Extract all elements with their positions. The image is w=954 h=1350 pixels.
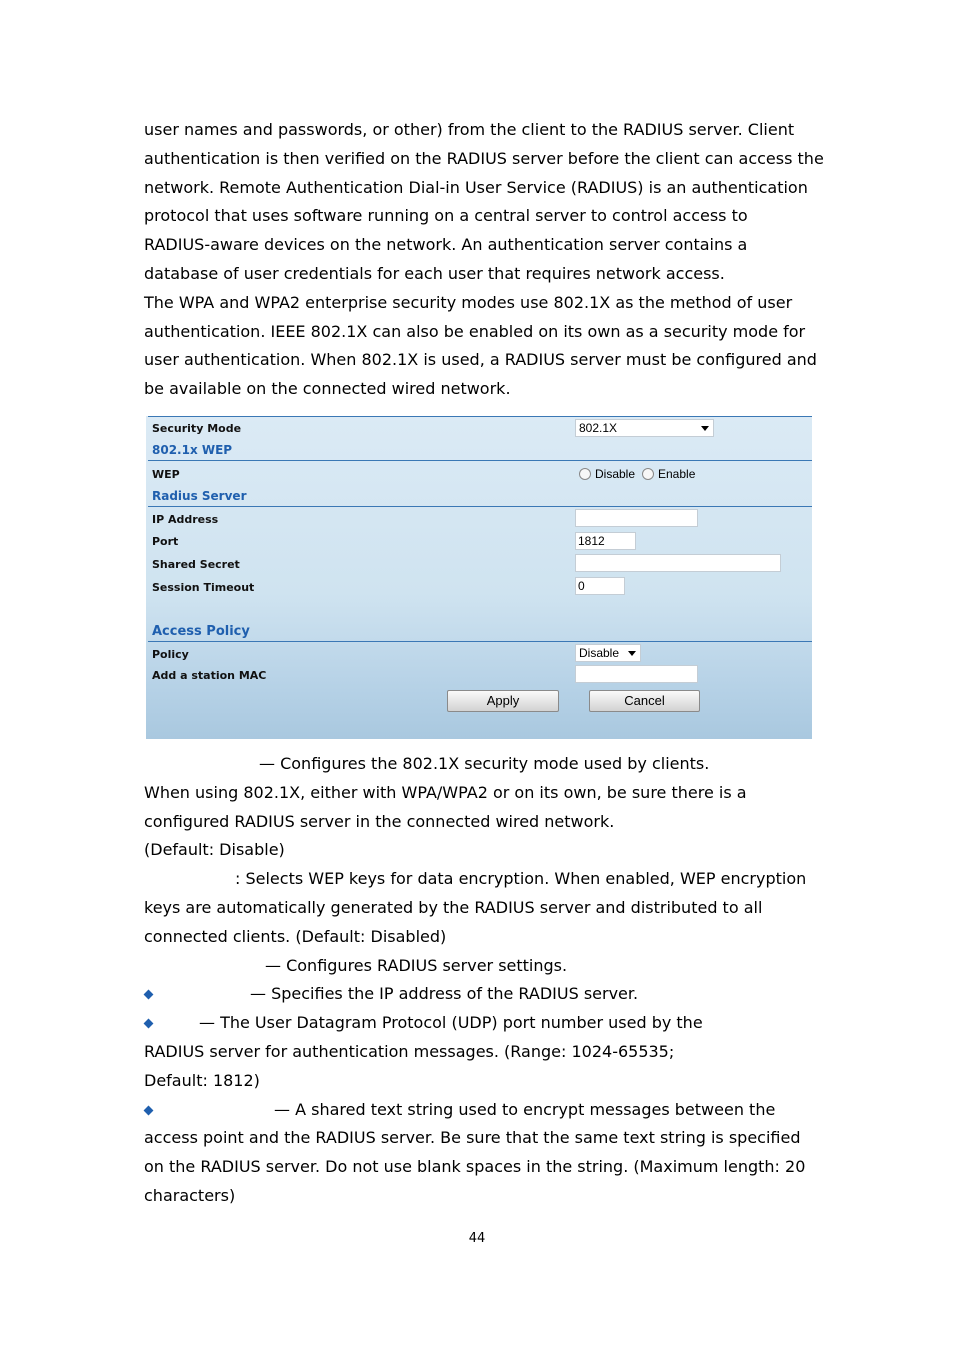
section-radius-server: Radius Server	[152, 489, 247, 503]
intro-line: authentication is then verified on the RADIUS server before the client can access the	[144, 148, 824, 168]
description-line: : Selects WEP keys for data encryption. When enabled, WEP encryption	[235, 869, 807, 889]
divider	[148, 641, 812, 642]
wep-disable-label: Disable	[595, 467, 636, 481]
section-8021x-wep: 802.1x WEP	[152, 443, 233, 457]
description-line: (Default: Disable)	[144, 840, 285, 860]
intro-line: user names and passwords, or other) from the client to the RADIUS server. Client	[144, 120, 795, 139]
chevron-down-icon	[628, 651, 636, 656]
description-line: Default: 1812)	[144, 1070, 260, 1090]
description-line: — The User Datagram Protocol (UDP) port number used by the	[199, 1013, 703, 1033]
divider	[148, 506, 812, 507]
description-line: characters)	[144, 1185, 236, 1205]
description-line: configured RADIUS server in the connected wired network.	[144, 811, 615, 831]
intro-line: be available on the connected wired network.	[144, 379, 511, 399]
policy-select[interactable]	[575, 644, 641, 662]
chevron-down-icon	[701, 426, 709, 431]
wep-enable-label: Enable	[658, 467, 696, 481]
description-line: RADIUS server for authentication messages. (Range: 1024-65535;	[144, 1041, 675, 1061]
policy-value: Disable	[579, 646, 620, 660]
wep-label: WEP	[152, 468, 180, 481]
cancel-button[interactable]: Cancel	[589, 690, 700, 712]
intro-line: user authentication. When 802.1X is used, a RADIUS server must be configured and	[144, 350, 817, 370]
session-timeout-input[interactable]: 0	[575, 577, 625, 595]
shared-secret-label: Shared Secret	[152, 558, 240, 571]
intro-line: protocol that uses software running on a central server to control access to	[144, 206, 748, 226]
intro-line: database of user credentials for each user that requires network access.	[144, 263, 725, 283]
security-mode-description	[144, 750, 814, 1211]
intro-line: RADIUS-aware devices on the network. An authentication server contains a	[144, 235, 748, 255]
description-line: on the RADIUS server. Do not use blank spaces in the string. (Maximum length: 20	[144, 1157, 806, 1177]
intro-line: The WPA and WPA2 enterprise security modes use 802.1X as the method of user	[144, 292, 793, 312]
section-access-policy: Access Policy	[152, 624, 250, 639]
intro-paragraph	[144, 116, 824, 404]
wep-enable-radio[interactable]	[642, 468, 654, 480]
page-number: 44	[468, 1231, 486, 1246]
port-input[interactable]: 1812	[575, 532, 636, 550]
description-line: When using 802.1X, either with WPA/WPA2 or on its own, be sure there is a	[144, 782, 747, 802]
station-mac-input[interactable]	[575, 665, 698, 683]
description-line: access point and the RADIUS server. Be sure that the same text string is specified	[144, 1128, 801, 1148]
ip-address-input[interactable]	[575, 509, 698, 527]
security-mode-value: 802.1X	[579, 421, 618, 435]
apply-button[interactable]: Apply	[447, 690, 559, 712]
shared-secret-input[interactable]	[575, 554, 781, 572]
description-line: — Configures RADIUS server settings.	[265, 955, 568, 975]
description-line: connected clients. (Default: Disabled)	[144, 926, 447, 946]
port-label: Port	[152, 535, 179, 548]
add-station-mac-label: Add a station MAC	[152, 669, 267, 682]
security-mode-label: Security Mode	[152, 422, 242, 435]
description-line: keys are automatically generated by the RADIUS server and distributed to all	[144, 897, 763, 917]
divider	[148, 416, 812, 417]
wep-disable-radio[interactable]	[579, 468, 591, 480]
session-timeout-label: Session Timeout	[152, 581, 255, 594]
description-line: — Configures the 802.1X security mode used by clients.	[259, 754, 710, 773]
description-line: — Specifies the IP address of the RADIUS server.	[250, 984, 639, 1004]
intro-line: network. Remote Authentication Dial-in User Service (RADIUS) is an authentication	[144, 177, 808, 197]
security-settings-panel	[146, 416, 812, 739]
ip-address-label: IP Address	[152, 513, 219, 526]
policy-label: Policy	[152, 648, 189, 661]
intro-line: authentication. IEEE 802.1X can also be enabled on its own as a security mode for	[144, 321, 806, 341]
description-line: — A shared text string used to encrypt messages between the	[274, 1099, 776, 1119]
security-mode-select[interactable]	[575, 419, 714, 437]
divider	[148, 460, 812, 461]
